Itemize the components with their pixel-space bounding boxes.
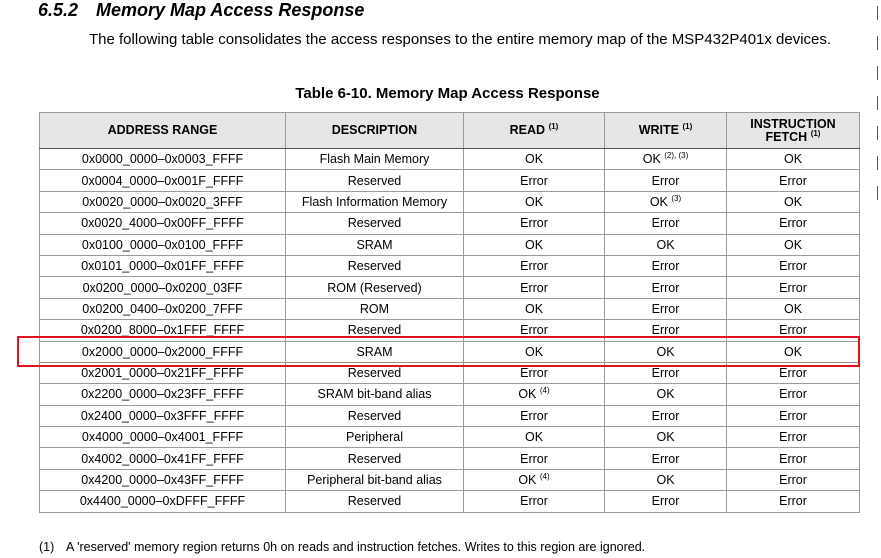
- cell-write: OK: [605, 234, 727, 255]
- cell-address-range: 0x0200_0400–0x0200_7FFF: [40, 298, 286, 319]
- table-row: [40, 213, 860, 234]
- cell-instruction-fetch: Error: [727, 491, 860, 512]
- table-row: [40, 170, 860, 191]
- footnote-text: A 'reserved' memory region returns 0h on reads and instruction fetches. Writes to this region are ignored.: [66, 540, 646, 554]
- table-row: [40, 405, 860, 426]
- cell-read: Error: [464, 320, 605, 341]
- cell-instruction-fetch: Error: [727, 448, 860, 469]
- cell-instruction-fetch: OK: [727, 298, 860, 319]
- cell-read: Error: [464, 213, 605, 234]
- header-description: DESCRIPTION: [286, 113, 464, 149]
- header-address-range: ADDRESS RANGE: [40, 113, 286, 149]
- cell-write: Error: [605, 362, 727, 383]
- header-read: READ $^{(1)}$: [464, 113, 605, 149]
- cell-write: Error: [605, 405, 727, 426]
- cell-description: Reserved: [286, 491, 464, 512]
- cell-read: OK: [464, 298, 605, 319]
- cell-address-range: 0x0101_0000–0x01FF_FFFF: [40, 255, 286, 276]
- cell-read: Error: [464, 405, 605, 426]
- cell-instruction-fetch: OK: [727, 191, 860, 212]
- cell-address-range: 0x2200_0000–0x23FF_FFFF: [40, 384, 286, 405]
- cell-read: Error: [464, 362, 605, 383]
- header-instruction-fetch: INSTRUCTION FETCH $^{(1)}$: [727, 113, 860, 149]
- footnote-ref: (1): [682, 122, 693, 131]
- footnote-ref: (1): [548, 122, 559, 131]
- cell-write: Error: [605, 277, 727, 298]
- cell-instruction-fetch: Error: [727, 469, 860, 490]
- table-row: [40, 255, 860, 276]
- section-title: Memory Map Access Response: [96, 0, 365, 20]
- cell-write: OK: [605, 384, 727, 405]
- cell-write: Error: [605, 448, 727, 469]
- page-edge-marks: [874, 0, 881, 230]
- footnote-number: (1): [39, 540, 55, 554]
- cell-description: Reserved: [286, 320, 464, 341]
- cell-read: OK: [464, 191, 605, 212]
- table-row: [40, 277, 860, 298]
- footnote-ref: (1): [810, 128, 821, 138]
- table-row: [40, 427, 860, 448]
- cell-read: OK $^{(4)}$: [464, 469, 605, 490]
- cell-description: ROM: [286, 298, 464, 319]
- cell-instruction-fetch: Error: [727, 255, 860, 276]
- cell-write: OK $^{(2), (3)}$: [605, 149, 727, 170]
- table-row: [40, 384, 860, 405]
- cell-read: OK: [464, 234, 605, 255]
- cell-instruction-fetch: OK: [727, 234, 860, 255]
- cell-description: Reserved: [286, 362, 464, 383]
- cell-address-range: 0x2400_0000–0x3FFF_FFFF: [40, 405, 286, 426]
- table-caption: Table 6-10. Memory Map Access Response: [295, 85, 600, 102]
- cell-instruction-fetch: Error: [727, 277, 860, 298]
- cell-write: Error: [605, 213, 727, 234]
- footnote-ref: (4): [539, 472, 550, 482]
- cell-description: SRAM bit-band alias: [286, 384, 464, 405]
- cell-address-range: 0x0020_0000–0x0020_3FFF: [40, 191, 286, 212]
- table-body: [40, 149, 860, 513]
- cell-address-range: 0x0200_8000–0x1FFF_FFFF: [40, 320, 286, 341]
- cell-read: Error: [464, 448, 605, 469]
- cell-read: OK $^{(4)}$: [464, 384, 605, 405]
- cell-write: Error: [605, 255, 727, 276]
- cell-description: Reserved: [286, 170, 464, 191]
- cell-read: OK: [464, 341, 605, 362]
- table-row: [40, 149, 860, 170]
- cell-description: Reserved: [286, 448, 464, 469]
- intro-paragraph: The following table consolidates the access responses to the entire memory map of the MSP432P401x devices.: [89, 31, 832, 48]
- cell-address-range: 0x0020_4000–0x00FF_FFFF: [40, 213, 286, 234]
- table-row: [40, 491, 860, 512]
- section-number: 6.5.2: [38, 0, 79, 20]
- table-row: [40, 469, 860, 490]
- cell-read: Error: [464, 277, 605, 298]
- cell-address-range: 0x2000_0000–0x2000_FFFF: [40, 341, 286, 362]
- cell-read: OK: [464, 149, 605, 170]
- cell-read: Error: [464, 255, 605, 276]
- cell-write: OK: [605, 341, 727, 362]
- cell-description: Peripheral: [286, 427, 464, 448]
- table-row: [40, 191, 860, 212]
- footnote-ref: (3): [671, 193, 682, 203]
- cell-description: SRAM: [286, 341, 464, 362]
- cell-address-range: 0x0100_0000–0x0100_FFFF: [40, 234, 286, 255]
- cell-instruction-fetch: Error: [727, 384, 860, 405]
- cell-description: Reserved: [286, 255, 464, 276]
- cell-address-range: 0x2001_0000–0x21FF_FFFF: [40, 362, 286, 383]
- cell-instruction-fetch: OK: [727, 341, 860, 362]
- cell-instruction-fetch: Error: [727, 362, 860, 383]
- cell-write: Error: [605, 298, 727, 319]
- cell-address-range: 0x0004_0000–0x001F_FFFF: [40, 170, 286, 191]
- cell-instruction-fetch: Error: [727, 170, 860, 191]
- cell-write: OK $^{(3)}$: [605, 191, 727, 212]
- cell-description: ROM (Reserved): [286, 277, 464, 298]
- footnote-ref: (4): [539, 386, 550, 396]
- cell-address-range: 0x0200_0000–0x0200_03FF: [40, 277, 286, 298]
- cell-address-range: 0x0000_0000–0x0003_FFFF: [40, 149, 286, 170]
- cell-address-range: 0x4000_0000–0x4001_FFFF: [40, 427, 286, 448]
- cell-description: Reserved: [286, 213, 464, 234]
- table-header-row: [40, 113, 860, 149]
- highlight-box: [17, 336, 860, 367]
- cell-write: OK: [605, 427, 727, 448]
- cell-write: Error: [605, 320, 727, 341]
- cell-description: Flash Information Memory: [286, 191, 464, 212]
- cell-read: Error: [464, 491, 605, 512]
- header-write: WRITE $^{(1)}$: [605, 113, 727, 149]
- table-row: [40, 448, 860, 469]
- cell-description: SRAM: [286, 234, 464, 255]
- cell-address-range: 0x4400_0000–0xDFFF_FFFF: [40, 491, 286, 512]
- cell-description: Peripheral bit-band alias: [286, 469, 464, 490]
- cell-instruction-fetch: Error: [727, 213, 860, 234]
- cell-read: Error: [464, 170, 605, 191]
- cell-write: Error: [605, 170, 727, 191]
- table-row: [40, 234, 860, 255]
- cell-write: OK: [605, 469, 727, 490]
- cell-description: Reserved: [286, 405, 464, 426]
- footnote-ref: (2), (3): [664, 151, 689, 161]
- footnote: [39, 540, 645, 554]
- cell-read: OK: [464, 427, 605, 448]
- table-row: [40, 298, 860, 319]
- cell-instruction-fetch: OK: [727, 149, 860, 170]
- memory-map-table: [39, 112, 860, 513]
- cell-address-range: 0x4200_0000–0x43FF_FFFF: [40, 469, 286, 490]
- cell-instruction-fetch: Error: [727, 405, 860, 426]
- cell-instruction-fetch: Error: [727, 427, 860, 448]
- cell-instruction-fetch: Error: [727, 320, 860, 341]
- section-heading: [38, 0, 364, 21]
- cell-write: Error: [605, 491, 727, 512]
- cell-description: Flash Main Memory: [286, 149, 464, 170]
- cell-address-range: 0x4002_0000–0x41FF_FFFF: [40, 448, 286, 469]
